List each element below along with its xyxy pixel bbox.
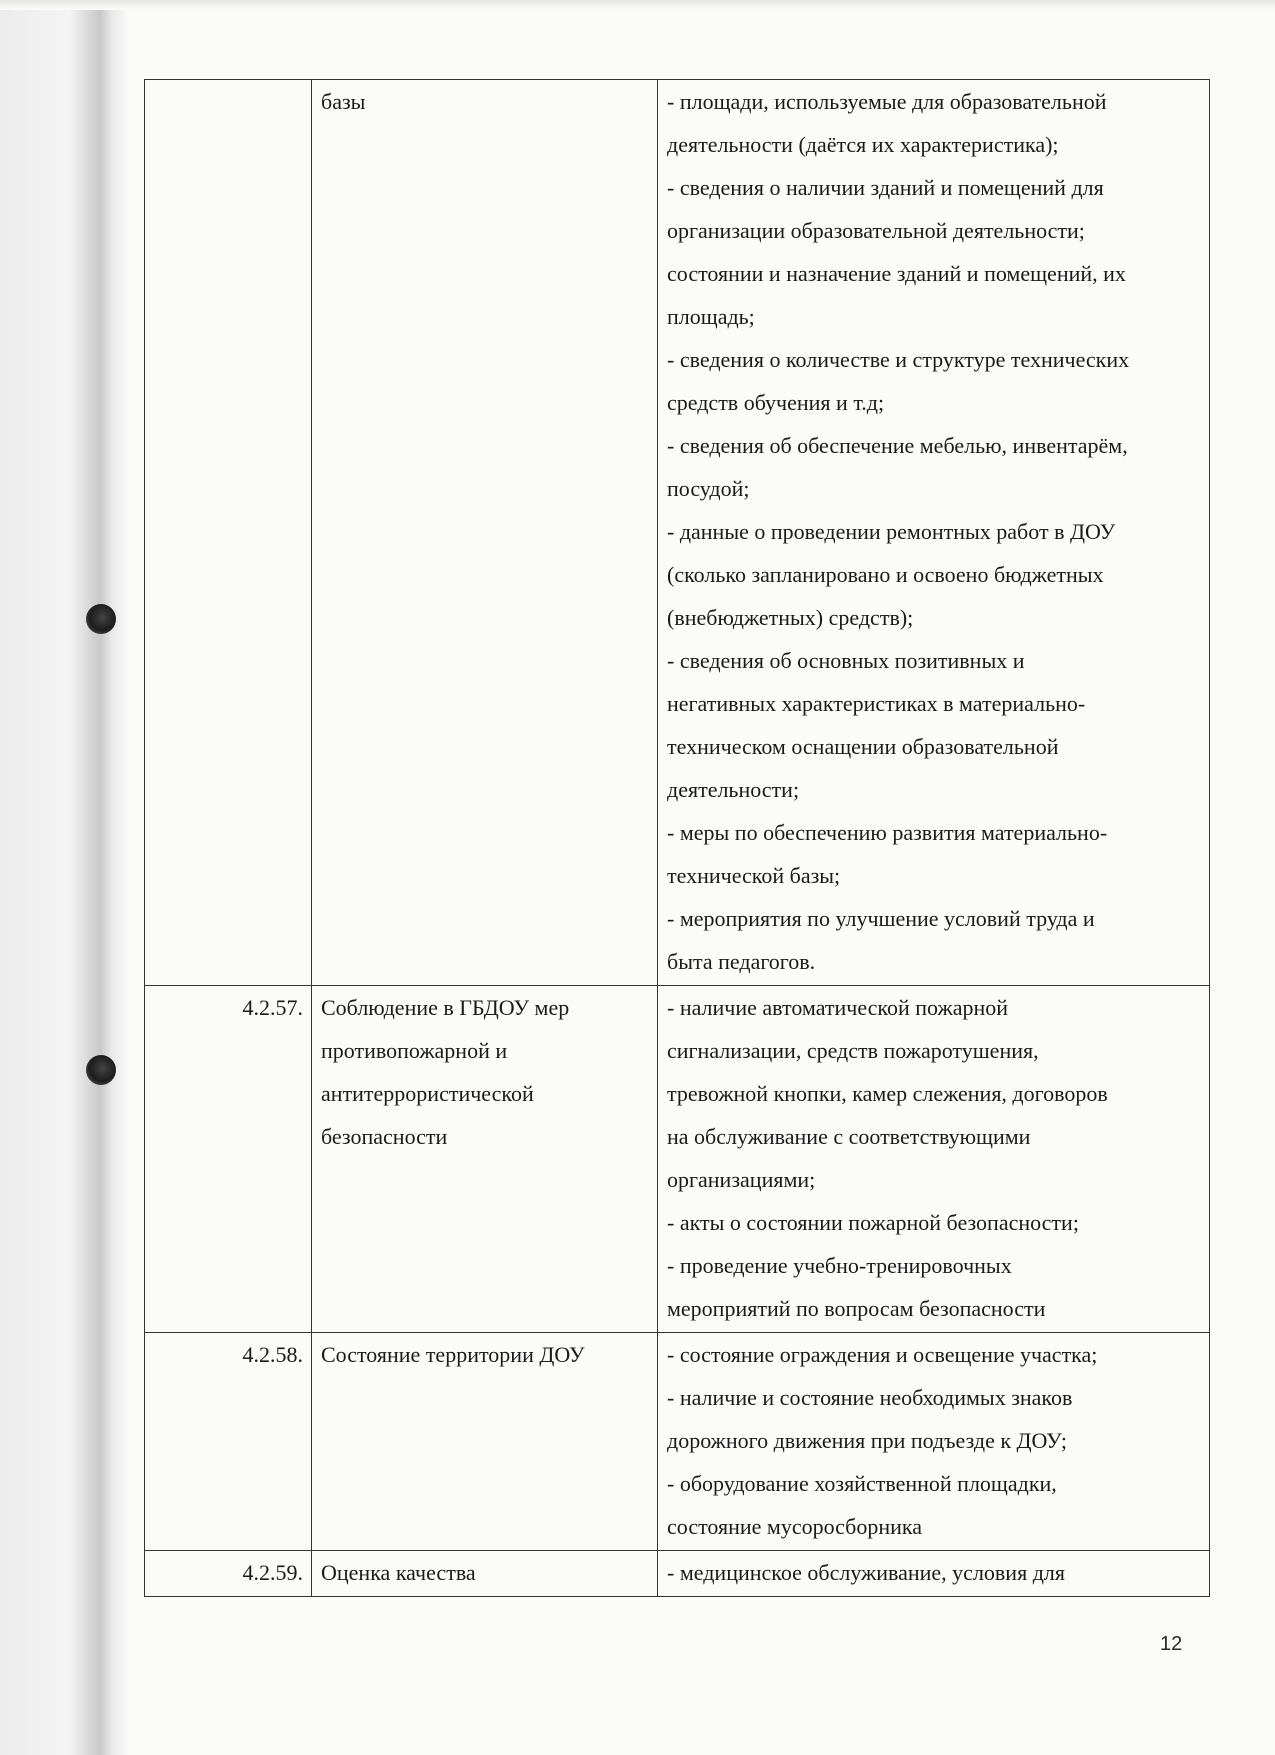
row-number: 4.2.57. (145, 986, 312, 1333)
desc-line: базы (321, 89, 366, 114)
table-row (145, 1551, 1210, 1597)
content-line: средств обучения и т.д; (667, 390, 885, 415)
content-line: (внебюджетных) средств); (667, 605, 914, 630)
content-line: площадь; (667, 304, 755, 329)
row-description (312, 80, 658, 986)
desc-line: антитеррористической (321, 1081, 534, 1106)
table-row (145, 80, 1210, 986)
content-line: - сведения об обеспечение мебелью, инвентарём, (667, 433, 1128, 458)
desc-line: безопасности (321, 1124, 448, 1149)
content-line: - наличие и состояние необходимых знаков (667, 1385, 1073, 1410)
content-line: деятельности (даётся их характеристика); (667, 132, 1059, 157)
row-description (312, 986, 658, 1333)
row-content (658, 1551, 1210, 1597)
content-line: посудой; (667, 476, 750, 501)
page-number: 12 (1160, 1633, 1183, 1655)
content-line: состояние мусоросборника (667, 1514, 923, 1539)
desc-line: противопожарной и (321, 1038, 508, 1063)
desc-line: Оценка качества (321, 1560, 476, 1585)
content-line: - наличие автоматической пожарной (667, 995, 1008, 1020)
table-row (145, 986, 1210, 1333)
content-line: - площади, используемые для образовательной (667, 89, 1107, 114)
content-line: технической базы; (667, 863, 841, 888)
content-line: - состояние ограждения и освещение участка; (667, 1342, 1098, 1367)
row-number: 4.2.59. (145, 1551, 312, 1597)
requirements-table (144, 79, 1210, 1597)
content-line: организации образовательной деятельности; (667, 218, 1085, 243)
content-line: - сведения о наличии зданий и помещений для (667, 175, 1104, 200)
content-line: - сведения об основных позитивных и (667, 648, 1025, 673)
content-line: (сколько запланировано и освоено бюджетных (667, 562, 1104, 587)
top-edge-shadow (0, 0, 1275, 10)
punch-hole-upper (86, 604, 116, 634)
content-line: - данные о проведении ремонтных работ в ДОУ (667, 519, 1116, 544)
content-line: состоянии и назначение зданий и помещений, их (667, 261, 1126, 286)
row-content (658, 1333, 1210, 1551)
content-line: - проведение учебно-тренировочных (667, 1253, 1012, 1278)
content-line: - сведения о количестве и структуре технических (667, 347, 1130, 372)
table-body (145, 80, 1210, 1597)
content-line: техническом оснащении образовательной (667, 734, 1059, 759)
content-line: сигнализации, средств пожаротушения, (667, 1038, 1039, 1063)
content-line: - мероприятия по улучшение условий труда и (667, 906, 1095, 931)
content-line: - медицинское обслуживание, условия для (667, 1560, 1065, 1585)
content-line: - акты о состоянии пожарной безопасности; (667, 1210, 1079, 1235)
content-line: на обслуживание с соответствующими (667, 1124, 1031, 1149)
row-description (312, 1333, 658, 1551)
content-line: тревожной кнопки, камер слежения, договоров (667, 1081, 1108, 1106)
content-line: организациями; (667, 1167, 816, 1192)
desc-line: Соблюдение в ГБДОУ мер (321, 995, 570, 1020)
content-line: - меры по обеспечению развития материально- (667, 820, 1108, 845)
content-line: мероприятий по вопросам безопасности (667, 1296, 1046, 1321)
content-line: деятельности; (667, 777, 800, 802)
binding-shadow (0, 0, 130, 1755)
row-number: 4.2.58. (145, 1333, 312, 1551)
row-number (145, 80, 312, 986)
row-content (658, 986, 1210, 1333)
content-line: - оборудование хозяйственной площадки, (667, 1471, 1057, 1496)
row-content (658, 80, 1210, 986)
desc-line: Состояние территории ДОУ (321, 1342, 585, 1367)
punch-hole-lower (86, 1055, 116, 1085)
content-line: дорожного движения при подъезде к ДОУ; (667, 1428, 1068, 1453)
table-row (145, 1333, 1210, 1551)
content-line: негативных характеристиках в материально- (667, 691, 1086, 716)
content-line: быта педагогов. (667, 949, 816, 974)
row-description (312, 1551, 658, 1597)
